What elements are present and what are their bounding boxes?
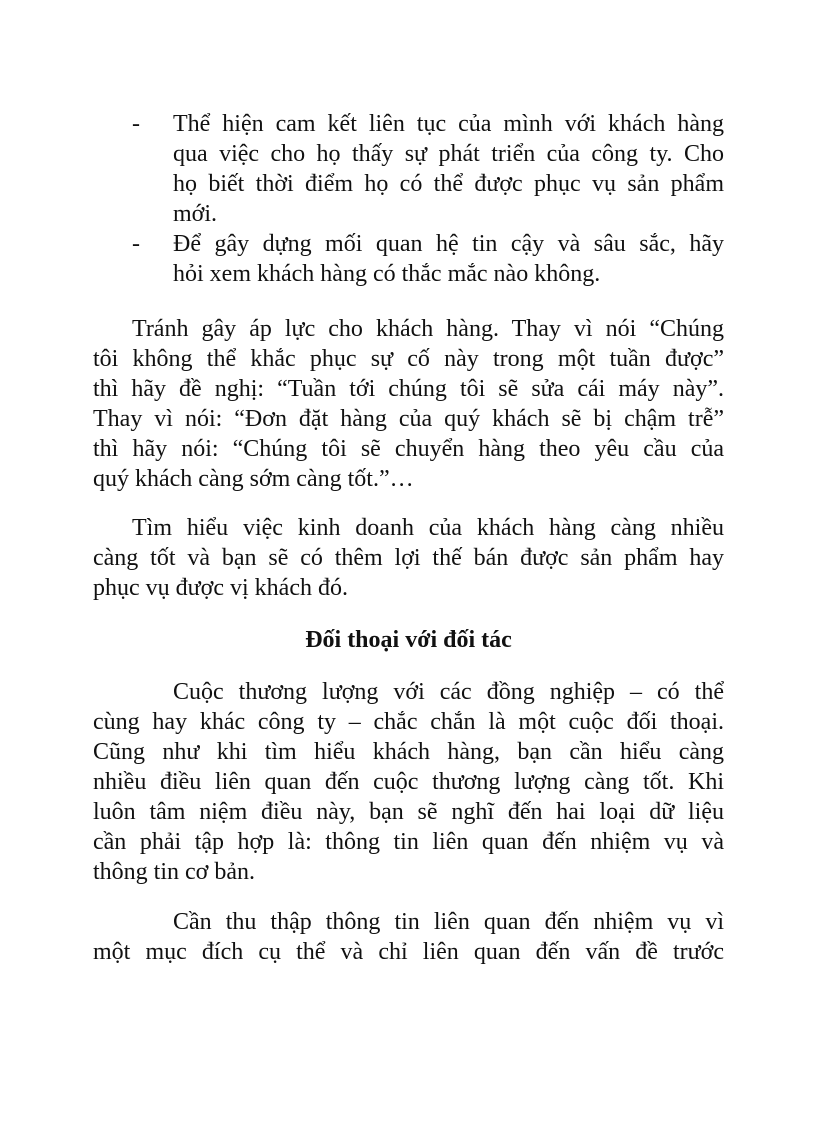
text-line: Cần thu thập thông tin liên quan đến nhiệm vụ vì — [173, 909, 724, 935]
bullet-text — [173, 109, 724, 229]
text-line: phục vụ được vị khách đó. — [93, 575, 348, 601]
text-line: cần phải tập hợp là: thông tin liên quan đến nhiệm vụ và — [93, 829, 724, 855]
bullet-item — [132, 229, 724, 289]
text-line: mới. — [173, 201, 218, 227]
text-line: họ biết thời điểm họ có thể được phục vụ sản phẩm — [173, 171, 724, 197]
text-line: thì hãy đề nghị: “Tuần tới chúng tôi sẽ sửa cái máy này”. — [93, 376, 724, 402]
text-line: Để gây dựng mối quan hệ tin cậy và sâu sắc, hãy — [173, 231, 724, 257]
text-line: qua việc cho họ thấy sự phát triển của công ty. Cho — [173, 141, 724, 167]
text-line: càng tốt và bạn sẽ có thêm lợi thế bán được sản phẩm hay — [93, 545, 724, 571]
paragraph-negotiation — [93, 677, 724, 887]
paragraph-collect — [93, 907, 724, 967]
text-line: nhiều điều liên quan đến cuộc thương lượng càng tốt. Khi — [93, 769, 724, 795]
text-line: tôi không thể khắc phục sự cố này trong một tuần được” — [93, 346, 724, 372]
text-line: thì hãy nói: “Chúng tôi sẽ chuyển hàng theo yêu cầu của — [93, 436, 724, 462]
text-line: luôn tâm niệm điều này, bạn sẽ nghĩ đến hai loại dữ liệu — [93, 799, 724, 825]
section-heading: Đối thoại với đối tác — [305, 627, 512, 653]
text-line: Cuộc thương lượng với các đồng nghiệp – có thể — [173, 679, 724, 705]
bullet-item — [132, 109, 724, 229]
bullet-dash: - — [132, 231, 140, 257]
text-line: Tránh gây áp lực cho khách hàng. Thay vì nói “Chúng — [132, 316, 724, 342]
text-line: hỏi xem khách hàng có thắc mắc nào không. — [173, 261, 601, 287]
bullet-dash: - — [132, 111, 140, 137]
paragraph-research — [93, 513, 724, 603]
text-line: Thay vì nói: “Đơn đặt hàng của quý khách sẽ bị chậm trễ” — [93, 406, 724, 432]
text-line: Thể hiện cam kết liên tục của mình với khách hàng — [173, 111, 724, 137]
text-line: cùng hay khác công ty – chắc chắn là một cuộc đối thoại. — [93, 709, 724, 735]
text-line: quý khách càng sớm càng tốt.”… — [93, 466, 414, 492]
text-line: Tìm hiểu việc kinh doanh của khách hàng càng nhiều — [132, 515, 724, 541]
text-line: Cũng như khi tìm hiểu khách hàng, bạn cần hiểu càng — [93, 739, 724, 765]
text-line: thông tin cơ bản. — [93, 859, 255, 885]
bullet-list — [132, 109, 724, 289]
text-line: một mục đích cụ thể và chỉ liên quan đến vấn đề trước — [93, 939, 724, 965]
bullet-text — [173, 229, 724, 289]
paragraph-pressure — [93, 314, 724, 494]
